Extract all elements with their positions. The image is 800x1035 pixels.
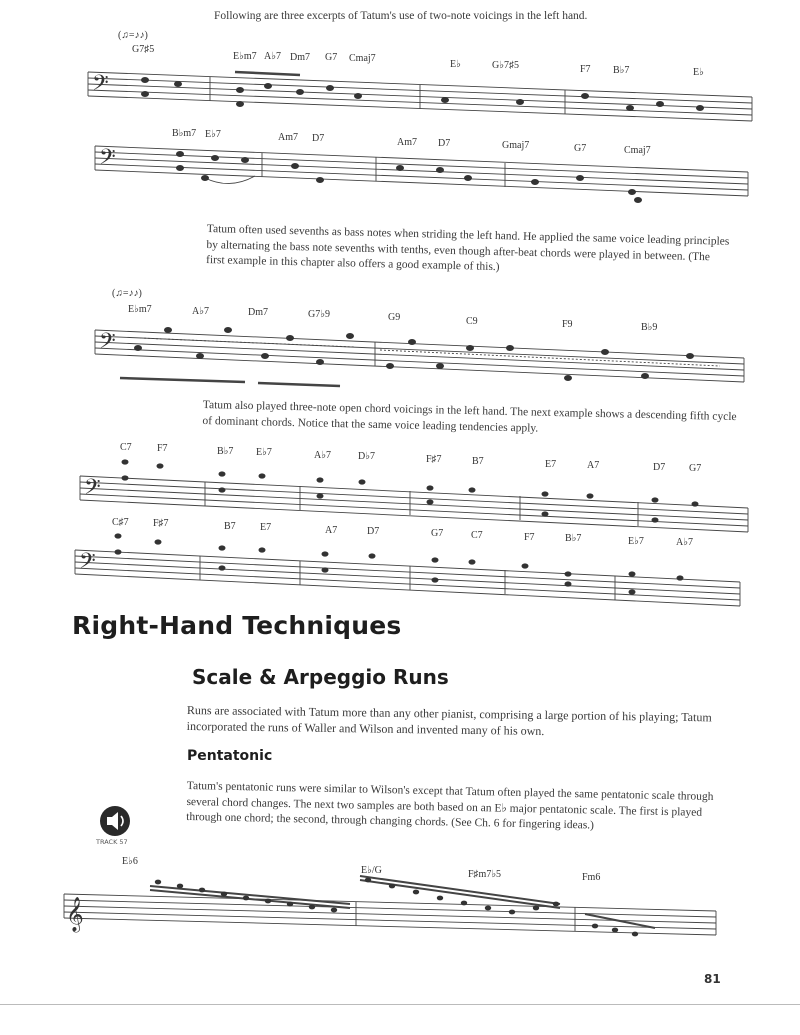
chord-symbol: F7 bbox=[157, 443, 168, 454]
chord-symbol: F9 bbox=[562, 319, 573, 330]
svg-text:𝄢: 𝄢 bbox=[92, 71, 109, 101]
svg-text:𝄢: 𝄢 bbox=[79, 549, 96, 579]
chord-symbol: Cmaj7 bbox=[349, 53, 376, 64]
chord-symbol: Gmaj7 bbox=[502, 140, 530, 151]
chord-symbol: F♯7 bbox=[153, 518, 169, 529]
swing-marking: (♫=♪♪) bbox=[118, 30, 148, 41]
chord-symbol: Fm6 bbox=[582, 872, 601, 883]
chord-symbol: F♯m7♭5 bbox=[468, 869, 502, 880]
chord-symbol: B♭7 bbox=[613, 65, 630, 76]
chord-symbol: A7 bbox=[587, 460, 600, 471]
chord-symbol: A♭7 bbox=[676, 537, 693, 548]
chord-symbol: A♭7 bbox=[264, 51, 281, 62]
swing-marking: (♫=♪♪) bbox=[112, 288, 142, 299]
chord-symbol: E♭ bbox=[693, 67, 704, 78]
chord-symbol: E♭/G bbox=[361, 865, 382, 876]
paragraph-runs: Runs are associated with Tatum more than any other pianist, comprising a large portion of his playing; Tatum incorporated the runs of Waller and Wilson and invented many of his own. bbox=[186, 703, 712, 738]
bottom-divider bbox=[0, 1004, 800, 1005]
chord-symbol: F♯7 bbox=[426, 454, 442, 465]
chord-symbol: E♭ bbox=[450, 59, 461, 70]
chord-symbol: D7 bbox=[367, 526, 380, 537]
section-title: Right-Hand Techniques bbox=[72, 611, 402, 640]
chord-symbol: C7 bbox=[120, 442, 132, 453]
chord-symbol: B7 bbox=[472, 456, 484, 467]
paragraph-pentatonic: Tatum's pentatonic runs were similar to Wilson's except that Tatum often played the same pentatonic scale through several chord changes. The next two samples are both based on an E♭ major pentatonic scale. The first is played through one chord; the second, through changing chords. (See Ch. 6 for fingering ideas.) bbox=[186, 779, 714, 832]
chord-symbol: E♭7 bbox=[205, 129, 221, 140]
chord-symbol: E♭m7 bbox=[233, 51, 257, 62]
svg-text:𝄢: 𝄢 bbox=[99, 145, 116, 175]
chord-symbol: G♭7♯5 bbox=[492, 60, 519, 71]
chord-symbol: G7 bbox=[574, 143, 587, 154]
chord-symbol: G7 bbox=[689, 463, 702, 474]
chord-symbol: G7♯5 bbox=[132, 44, 155, 55]
chord-symbol: A♭7 bbox=[192, 306, 209, 317]
chord-symbol: G7 bbox=[325, 52, 338, 63]
chord-symbol: G7♭9 bbox=[308, 309, 330, 320]
svg-text:𝄢: 𝄢 bbox=[99, 329, 116, 359]
chord-symbol: B♭7 bbox=[217, 446, 234, 457]
chord-symbol: F7 bbox=[524, 532, 535, 543]
chord-symbol: Dm7 bbox=[290, 52, 310, 63]
chord-symbol: Am7 bbox=[278, 132, 298, 143]
paragraph-bass-sevenths: Tatum often used sevenths as bass notes when striding the left hand. He applied the same voice leading principles by alternating the bass note sevenths with tenths, even though after-beat chords were played in between. (The first example in this chapter also offers a good example of this.) bbox=[205, 222, 730, 274]
chord-symbol: E7 bbox=[260, 522, 272, 533]
chord-symbol: A♭7 bbox=[314, 450, 331, 461]
subsection-title: Scale & Arpeggio Runs bbox=[192, 665, 449, 689]
chord-symbol: Cmaj7 bbox=[624, 145, 651, 156]
chord-symbol: G7 bbox=[431, 528, 444, 539]
chord-symbol: G9 bbox=[388, 312, 401, 323]
chord-symbol: Dm7 bbox=[248, 307, 268, 318]
paragraph-open-voicings: Tatum also played three-note open chord voicings in the left hand. The next example shows a descending fifth cycle of dominant chords. Notice that the same voice leading tendencies apply. bbox=[202, 398, 737, 435]
page-number: 81 bbox=[704, 972, 721, 986]
intro-text: Following are three excerpts of Tatum's use of two-note voicings in the left hand. bbox=[214, 10, 588, 22]
chord-symbol: D♭7 bbox=[358, 451, 375, 462]
chord-symbol: B♭7 bbox=[565, 533, 582, 544]
chord-symbol: D7 bbox=[653, 462, 666, 473]
svg-text:𝄞: 𝄞 bbox=[66, 897, 84, 932]
chord-symbol: E♭6 bbox=[122, 856, 138, 867]
chord-symbol: E♭7 bbox=[628, 536, 644, 547]
chord-symbol: E♭7 bbox=[256, 447, 272, 458]
chord-symbol: B♭9 bbox=[641, 322, 658, 333]
chord-symbol: D7 bbox=[438, 138, 451, 149]
chord-symbol: A7 bbox=[325, 525, 338, 536]
track-label: TRACK 57 bbox=[96, 838, 128, 846]
chord-symbol: C9 bbox=[466, 316, 478, 327]
chord-symbol: C♯7 bbox=[112, 517, 129, 528]
chord-symbol: B7 bbox=[224, 521, 236, 532]
chord-symbol: F7 bbox=[580, 64, 591, 75]
chord-symbol: E♭m7 bbox=[128, 304, 152, 315]
subsubsection-title: Pentatonic bbox=[187, 748, 273, 764]
svg-text:𝄢: 𝄢 bbox=[84, 475, 101, 505]
chord-symbol: D7 bbox=[312, 133, 325, 144]
chord-symbol: E7 bbox=[545, 459, 557, 470]
chord-symbol: Am7 bbox=[397, 137, 417, 148]
chord-symbol: B♭m7 bbox=[172, 128, 197, 139]
chord-symbol: C7 bbox=[471, 530, 483, 541]
